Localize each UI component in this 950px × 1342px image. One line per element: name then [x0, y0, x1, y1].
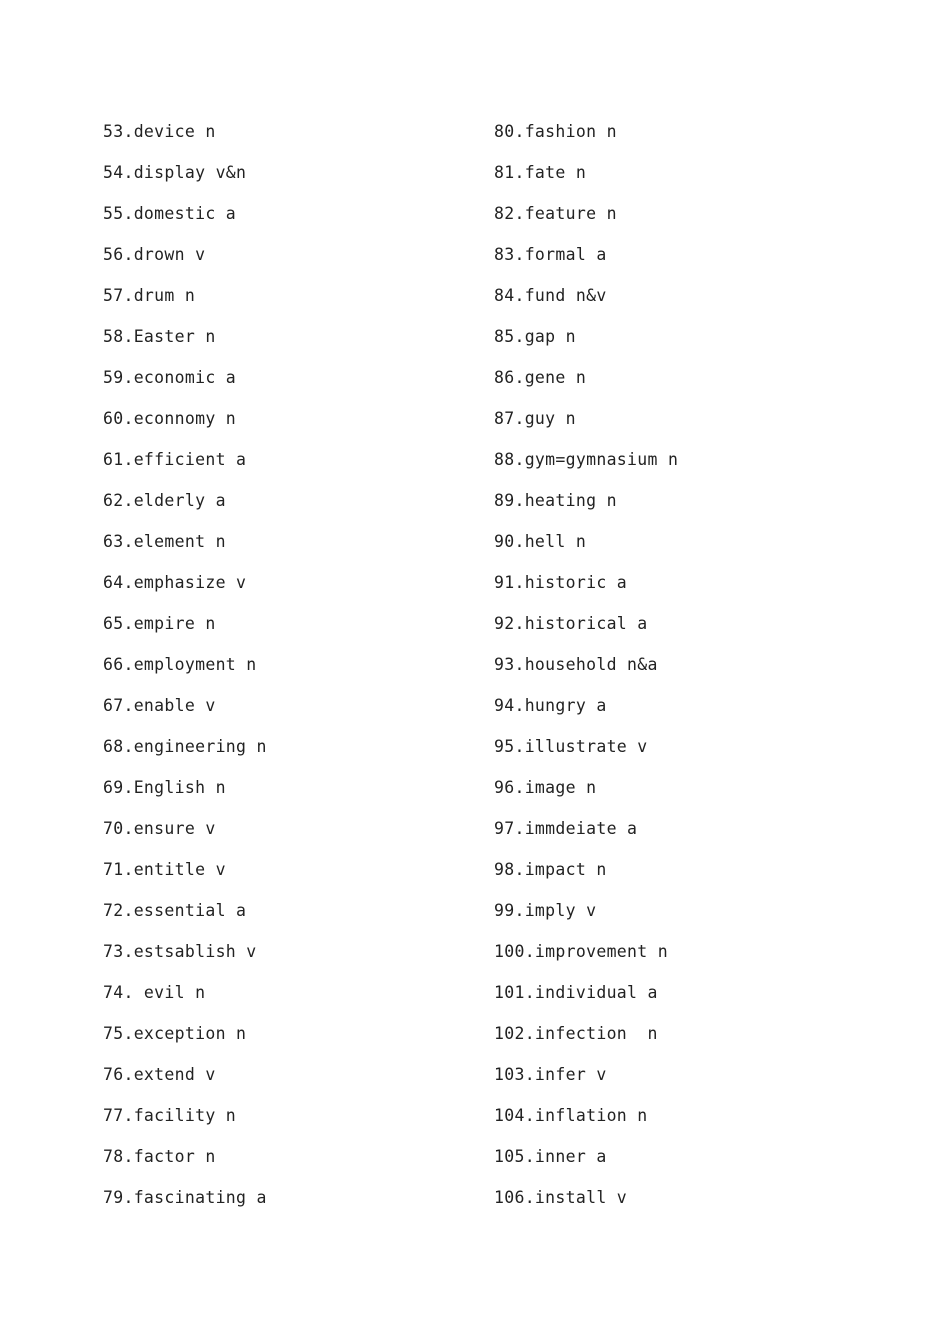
vocabulary-entry: 56.drown v [103, 245, 206, 264]
vocabulary-entry: 99.imply v [494, 901, 597, 920]
vocabulary-entry: 74. evil n [103, 983, 206, 1002]
vocabulary-entry: 77.facility n [103, 1106, 237, 1125]
vocabulary-entry: 92.historical a [494, 614, 648, 633]
vocabulary-entry: 65.empire n [103, 614, 216, 633]
vocabulary-entry: 101.individual a [494, 983, 658, 1002]
vocabulary-entry: 105.inner a [494, 1147, 607, 1166]
vocabulary-entry: 76.extend v [103, 1065, 216, 1084]
vocabulary-entry: 73.estsablish v [103, 942, 257, 961]
vocabulary-entry: 53.device n [103, 122, 216, 141]
vocabulary-entry: 104.inflation n [494, 1106, 648, 1125]
vocabulary-entry: 93.household n&a [494, 655, 658, 674]
vocabulary-entry: 57.drum n [103, 286, 196, 305]
vocabulary-entry: 94.hungry a [494, 696, 607, 715]
vocabulary-entry: 72.essential a [103, 901, 247, 920]
vocabulary-entry: 67.enable v [103, 696, 216, 715]
vocabulary-entry: 95.illustrate v [494, 737, 648, 756]
vocabulary-entry: 106.install v [494, 1188, 628, 1207]
vocabulary-entry: 54.display v&n [103, 163, 247, 182]
vocabulary-entry: 85.gap n [494, 327, 576, 346]
vocabulary-entry: 59.economic a [103, 368, 237, 387]
vocabulary-entry: 100.improvement n [494, 942, 668, 961]
vocabulary-entry: 98.impact n [494, 860, 607, 879]
vocabulary-entry: 97.immdeiate a [494, 819, 638, 838]
word-list-left [103, 119, 473, 1226]
vocabulary-entry: 91.historic a [494, 573, 628, 592]
vocabulary-entry: 86.gene n [494, 368, 587, 387]
vocabulary-entry: 81.fate n [494, 163, 587, 182]
vocabulary-entry: 88.gym=gymnasium n [494, 450, 679, 469]
vocabulary-entry: 63.element n [103, 532, 226, 551]
vocabulary-entry: 70.ensure v [103, 819, 216, 838]
vocabulary-entry: 90.hell n [494, 532, 587, 551]
vocabulary-entry: 61.efficient a [103, 450, 247, 469]
vocabulary-entry: 55.domestic a [103, 204, 237, 223]
vocabulary-entry: 78.factor n [103, 1147, 216, 1166]
vocabulary-entry: 89.heating n [494, 491, 617, 510]
vocabulary-entry: 71.entitle v [103, 860, 226, 879]
vocabulary-entry: 60.econnomy n [103, 409, 237, 428]
vocabulary-entry: 84.fund n&v [494, 286, 607, 305]
word-list-right [494, 119, 894, 1226]
vocabulary-entry: 102.infection n [494, 1024, 658, 1043]
vocabulary-entry: 62.elderly a [103, 491, 226, 510]
vocabulary-entry: 103.infer v [494, 1065, 607, 1084]
vocabulary-entry: 58.Easter n [103, 327, 216, 346]
vocabulary-entry: 75.exception n [103, 1024, 247, 1043]
vocabulary-entry: 79.fascinating a [103, 1188, 267, 1207]
vocabulary-entry: 83.formal a [494, 245, 607, 264]
vocabulary-entry: 96.image n [494, 778, 597, 797]
vocabulary-entry: 64.emphasize v [103, 573, 247, 592]
vocabulary-entry: 66.employment n [103, 655, 257, 674]
vocabulary-entry: 69.English n [103, 778, 226, 797]
vocabulary-entry: 82.feature n [494, 204, 617, 223]
vocabulary-entry: 68.engineering n [103, 737, 267, 756]
vocabulary-entry: 87.guy n [494, 409, 576, 428]
vocabulary-entry: 80.fashion n [494, 122, 617, 141]
